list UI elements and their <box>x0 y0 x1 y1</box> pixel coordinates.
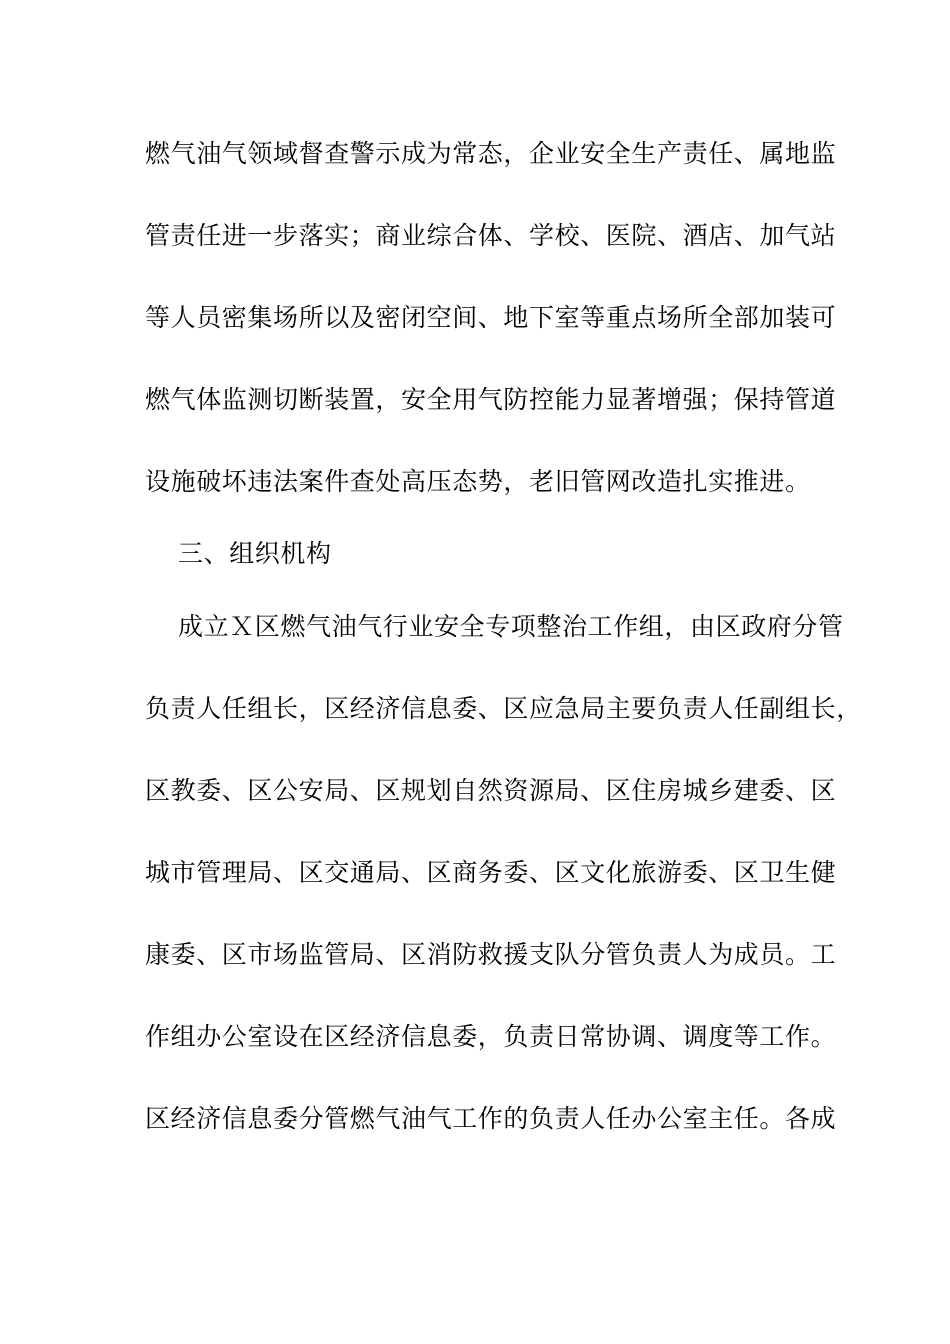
paragraph-line: 作组办公室设在区经济信息委，负责日常协调、调度等工作。 <box>145 1022 837 1051</box>
paragraph-line: 区教委、区公安局、区规划自然资源局、区住房城乡建委、区 <box>145 776 837 805</box>
paragraph-line: 设施破坏违法案件查处高压态势，老旧管网改造扎实推进。 <box>145 467 811 496</box>
paragraph-line: 康委、区市场监管局、区消防救援支队分管负责人为成员。工 <box>145 940 837 969</box>
paragraph-line: 燃气体监测切断装置，安全用气防控能力显著增强；保持管道 <box>145 385 837 414</box>
paragraph-line: 等人员密集场所以及密闭空间、地下室等重点场所全部加装可 <box>145 303 837 332</box>
paragraph-line: 负责人任组长，区经济信息委、区应急局主要负责人任副组长， <box>145 694 862 723</box>
paragraph-line: 区经济信息委分管燃气油气工作的负责人任办公室主任。各成 <box>145 1104 837 1133</box>
section-heading: 三、组织机构 <box>178 539 332 568</box>
paragraph-line: 燃气油气领域督查警示成为常态，企业安全生产责任、属地监 <box>145 139 837 168</box>
paragraph-line: 成立Ｘ区燃气油气行业安全专项整治工作组，由区政府分管 <box>178 612 844 641</box>
paragraph-line: 管责任进一步落实；商业综合体、学校、医院、酒店、加气站 <box>145 221 837 250</box>
paragraph-line: 城市管理局、区交通局、区商务委、区文化旅游委、区卫生健 <box>145 858 837 887</box>
